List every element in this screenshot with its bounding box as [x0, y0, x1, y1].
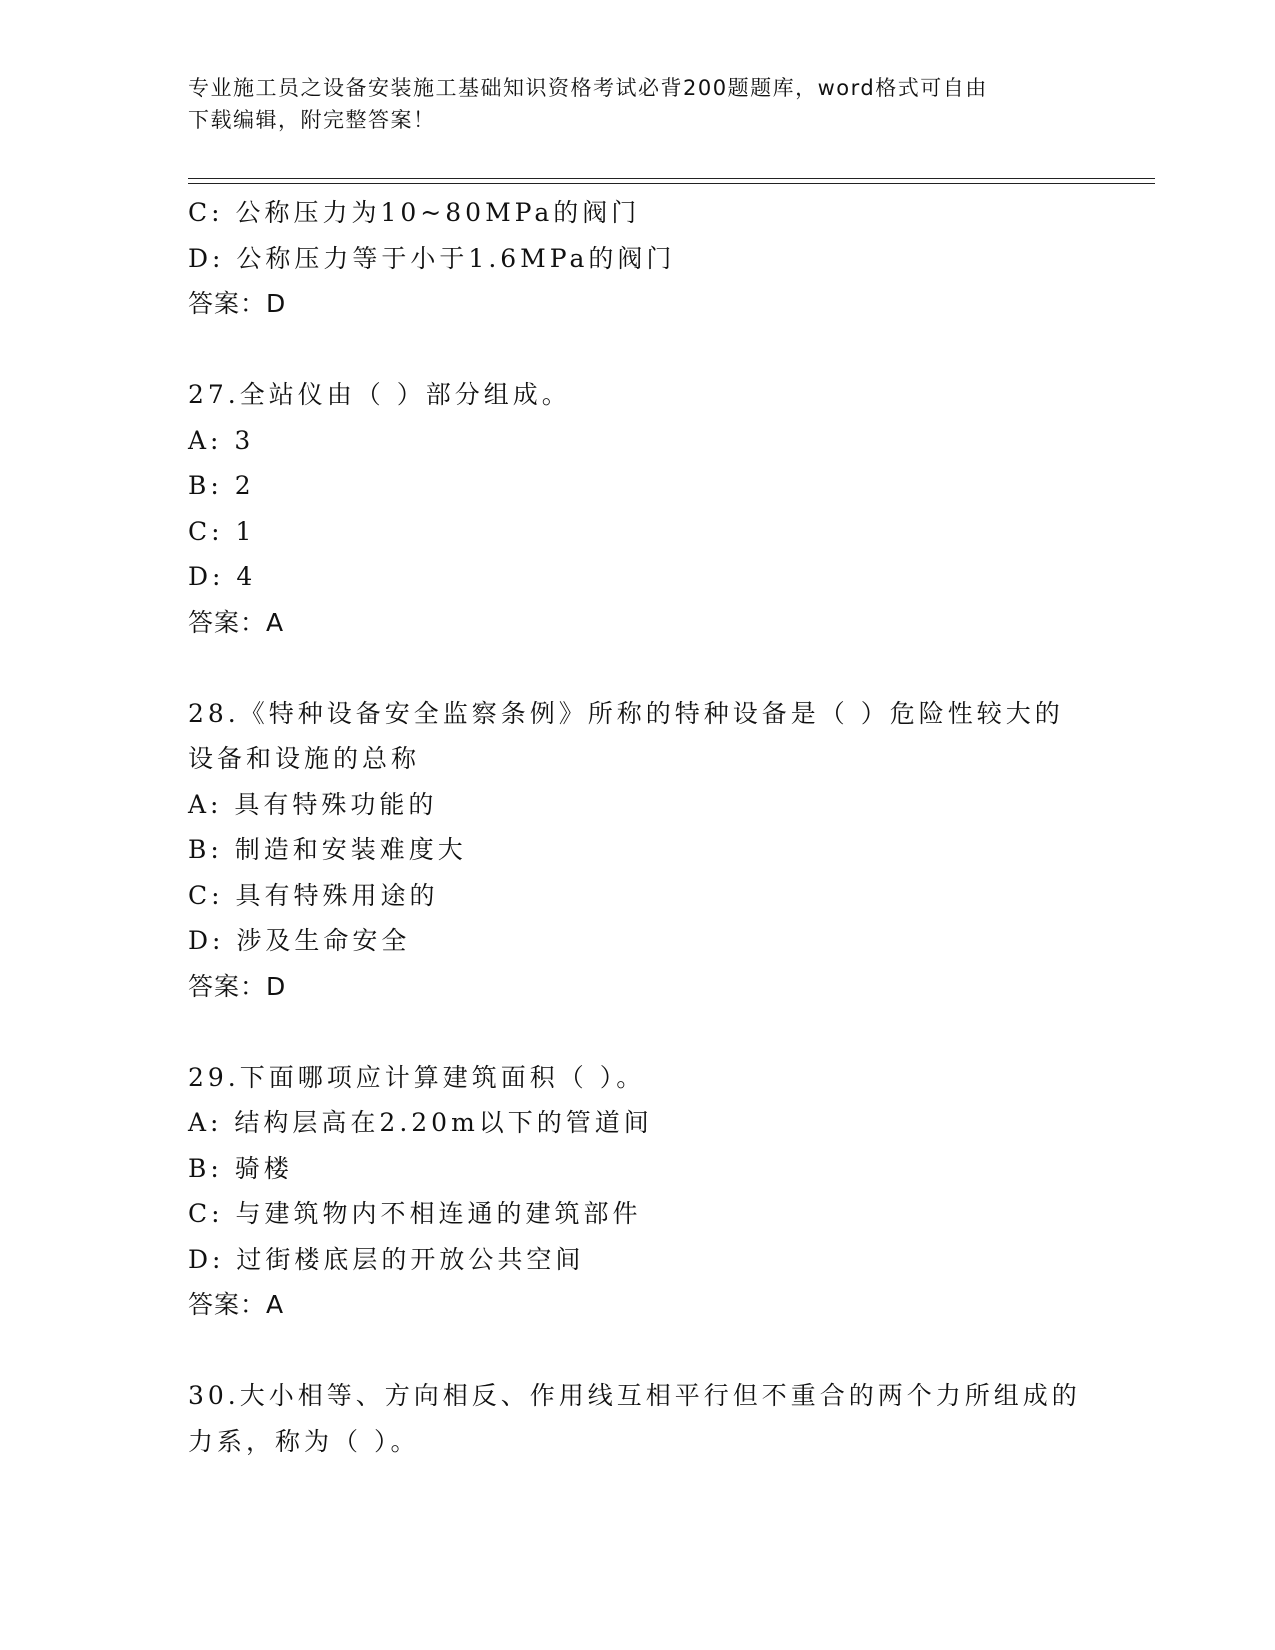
option-a: A: 3 [188, 425, 255, 455]
question-content [188, 190, 1088, 1464]
question-stem: 29.下面哪项应计算建筑面积（ ）。 [188, 1062, 646, 1092]
spacer [188, 327, 1088, 373]
header-line-2: 下载编辑，附完整答案！ [188, 108, 436, 132]
spacer [188, 645, 1088, 691]
question-stem: 30.大小相等、方向相反、作用线互相平行但不重合的两个力所组成的 [188, 1381, 1081, 1410]
question-stem-continued: 力系，称为（ ）。 [188, 1426, 420, 1456]
question-stem-continued: 设备和设施的总称 [188, 744, 421, 773]
header-line-1: 专业施工员之设备安装施工基础知识资格考试必背200题题库，word格式可自由 [188, 76, 988, 100]
header-divider-bottom [188, 183, 1155, 184]
document-header [188, 72, 1088, 136]
question-stem: 27.全站仪由（ ）部分组成。 [188, 380, 571, 409]
question-27 [188, 372, 1088, 645]
option-c: C: 公称压力为10~80MPa的阀门 [188, 198, 641, 227]
option-b: B: 骑楼 [188, 1153, 293, 1183]
option-b: B: 制造和安装难度大 [188, 835, 467, 864]
option-b: B: 2 [188, 471, 255, 500]
option-c: C: 1 [188, 516, 256, 546]
option-d: D: 过街楼底层的开放公共空间 [188, 1244, 585, 1274]
question-29 [188, 1055, 1088, 1328]
question-30 [188, 1373, 1088, 1464]
option-d: D: 4 [188, 562, 257, 591]
option-a: A: 结构层高在2.20m以下的管道间 [188, 1108, 653, 1137]
answer-line: 答案：D [188, 289, 287, 318]
spacer [188, 1328, 1088, 1374]
answer-line: 答案：A [188, 607, 285, 637]
answer-line: 答案：D [188, 971, 287, 1001]
question-26-fragment [188, 190, 1088, 327]
option-d: D: 公称压力等于小于1.6MPa的阀门 [188, 243, 676, 273]
option-c: C: 具有特殊用途的 [188, 880, 439, 910]
option-d: D: 涉及生命安全 [188, 926, 411, 955]
header-divider-top [188, 178, 1155, 179]
question-stem: 28.《特种设备安全监察条例》所称的特种设备是（ ）危险性较大的 [188, 698, 1064, 728]
option-c: C: 与建筑物内不相连通的建筑部件 [188, 1199, 642, 1228]
option-a: A: 具有特殊功能的 [188, 789, 438, 819]
spacer [188, 1009, 1088, 1055]
question-28 [188, 691, 1088, 1010]
answer-line: 答案：A [188, 1290, 285, 1319]
